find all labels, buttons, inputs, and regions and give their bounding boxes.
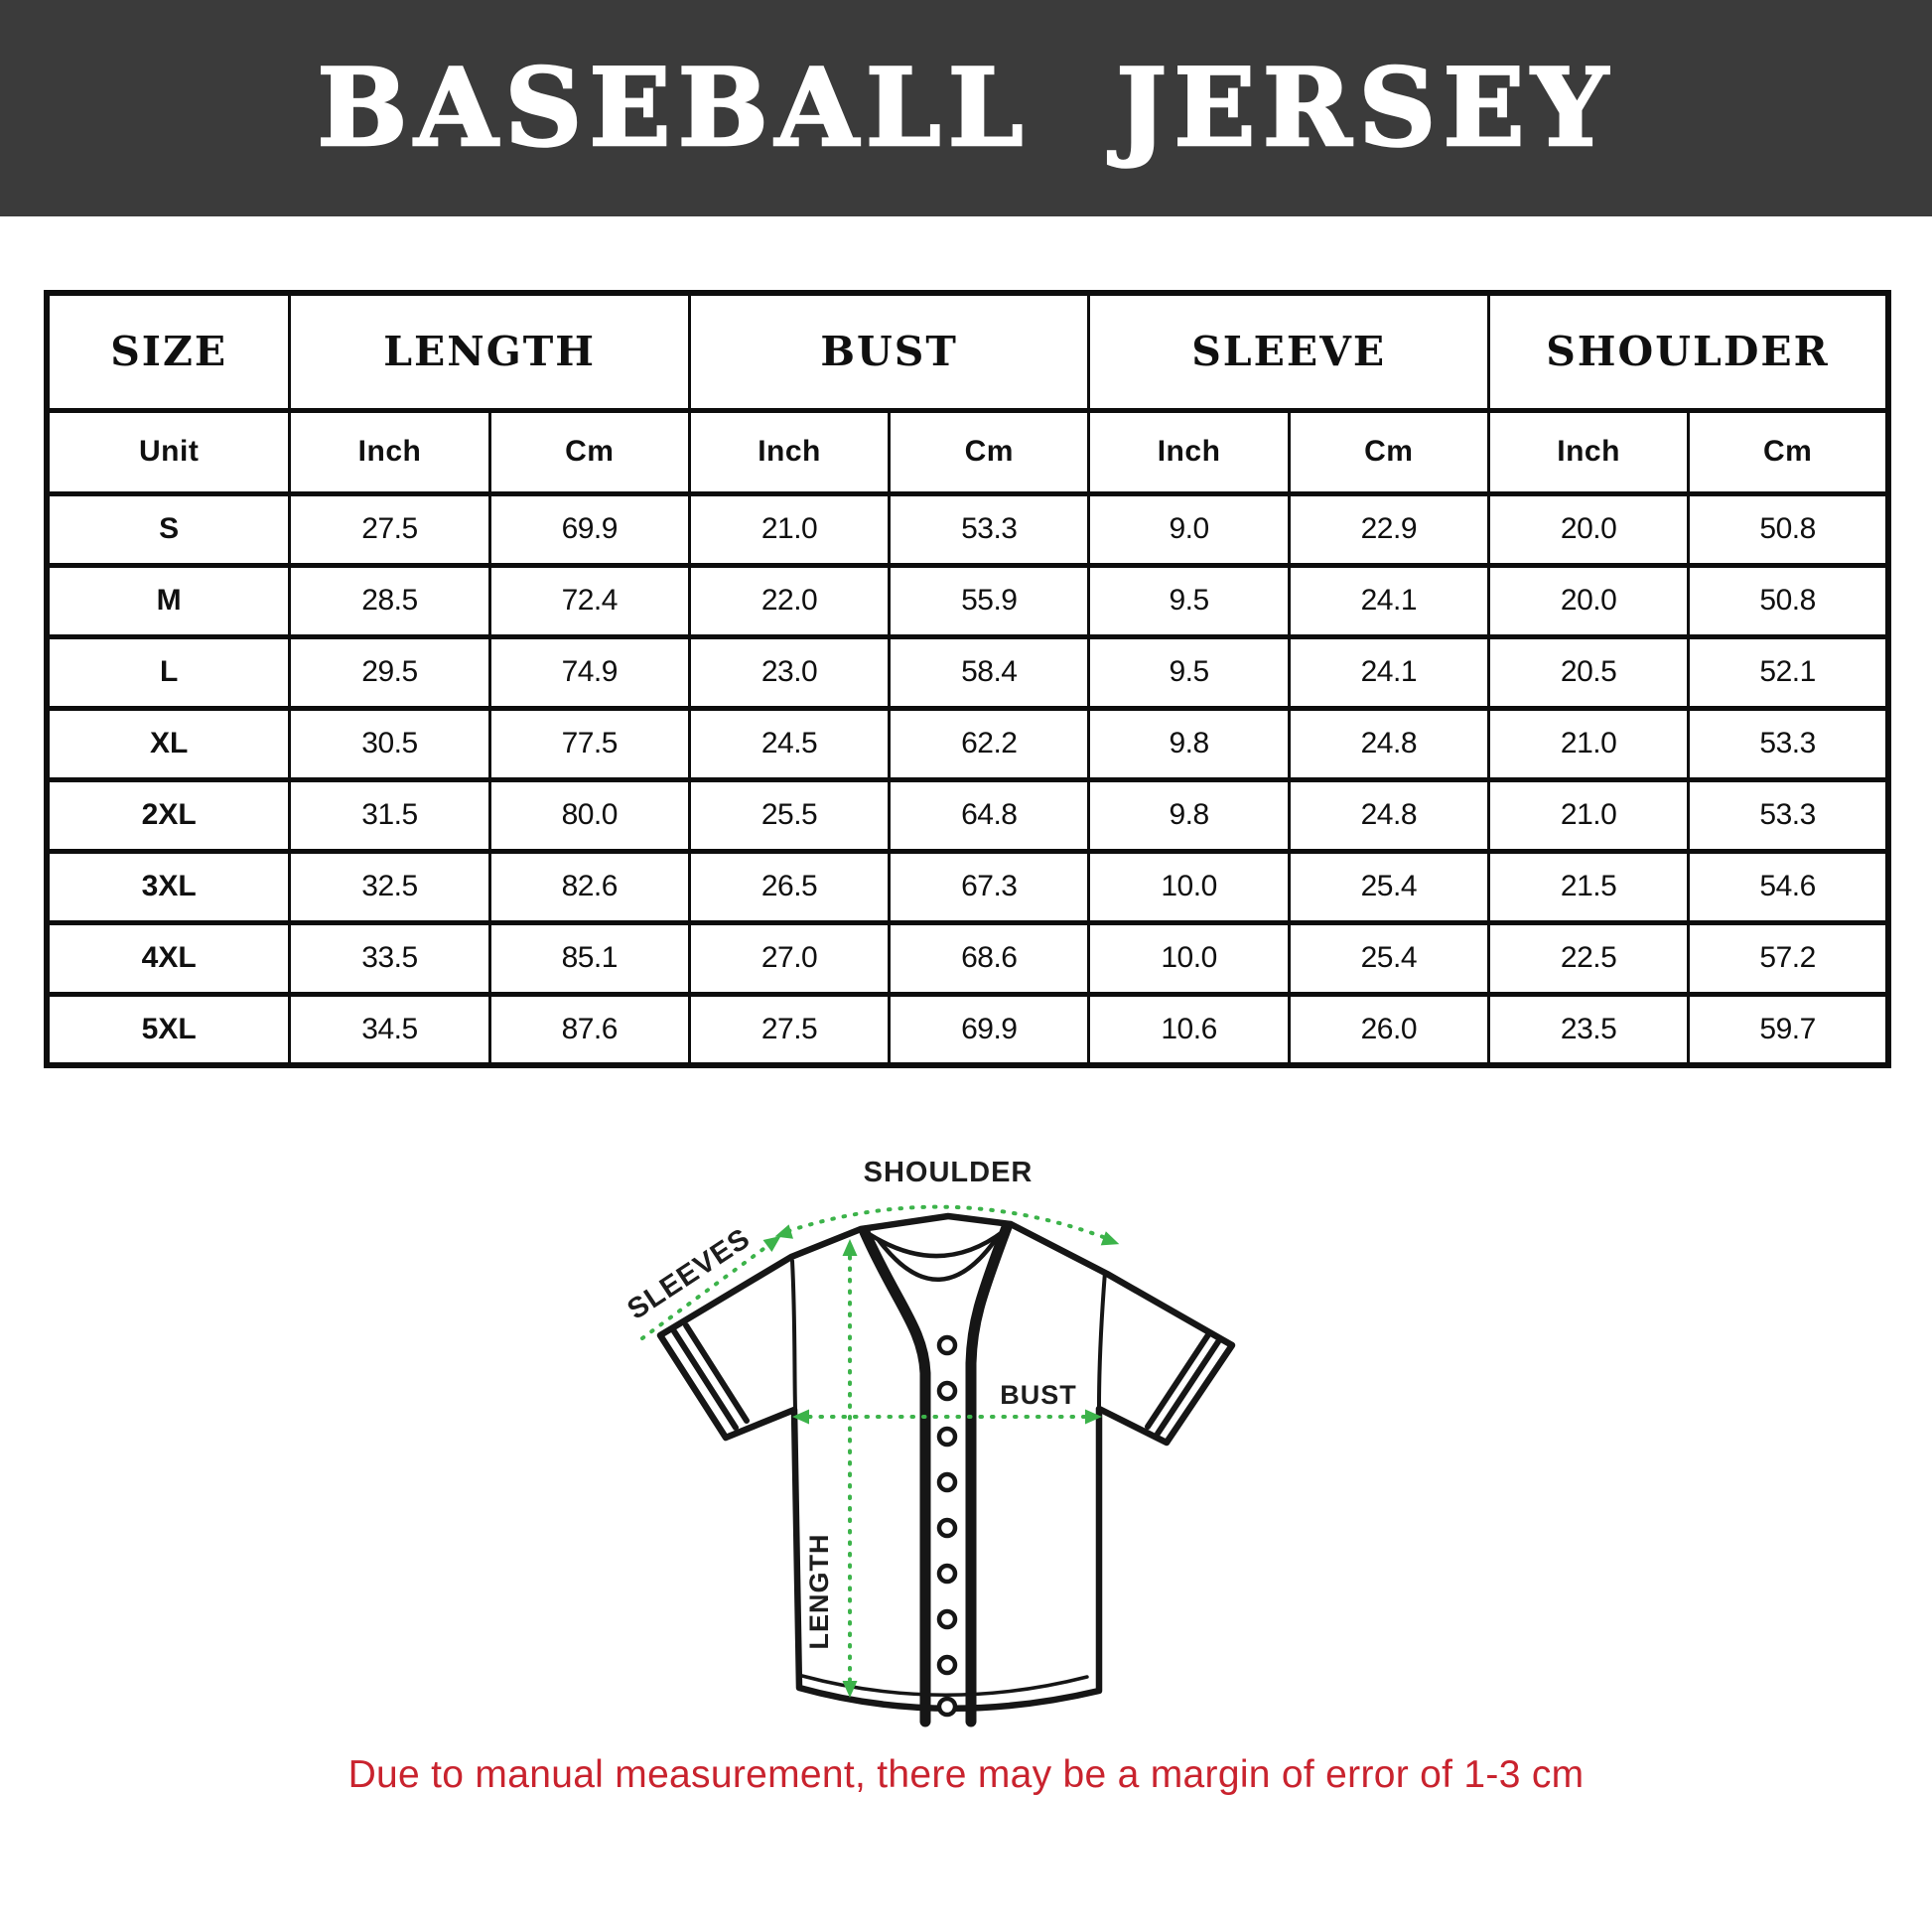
table-cell: 32.5 — [290, 851, 489, 922]
unit-col: Cm — [1689, 410, 1888, 493]
table-cell: 20.5 — [1488, 636, 1688, 708]
shoulder-label: SHOULDER — [863, 1157, 1034, 1188]
table-cell: 22.5 — [1488, 922, 1688, 994]
table-cell: 64.8 — [890, 779, 1089, 851]
table-cell: 23.0 — [689, 636, 889, 708]
table-cell: 21.0 — [1488, 779, 1688, 851]
size-chart-table — [44, 290, 1891, 1068]
table-cell: 50.8 — [1689, 565, 1888, 636]
table-row — [47, 994, 1888, 1065]
table-row — [47, 565, 1888, 636]
table-cell: 9.5 — [1089, 636, 1289, 708]
table-cell: 50.8 — [1689, 493, 1888, 565]
table-cell: 21.5 — [1488, 851, 1688, 922]
table-cell: 24.8 — [1289, 708, 1488, 779]
table-cell: 21.0 — [689, 493, 889, 565]
size-cell: 2XL — [47, 779, 290, 851]
table-cell: 26.0 — [1289, 994, 1488, 1065]
unit-col: Inch — [689, 410, 889, 493]
table-cell: 10.0 — [1089, 922, 1289, 994]
unit-col: Inch — [1089, 410, 1289, 493]
sleeves-label: SLEEVES — [621, 1222, 757, 1326]
size-cell: 5XL — [47, 994, 290, 1065]
table-cell: 9.0 — [1089, 493, 1289, 565]
size-cell: 3XL — [47, 851, 290, 922]
table-cell: 28.5 — [290, 565, 489, 636]
table-cell: 30.5 — [290, 708, 489, 779]
table-row — [47, 708, 1888, 779]
length-label: LENGTH — [804, 1533, 834, 1650]
table-cell: 25.4 — [1289, 922, 1488, 994]
header-length: LENGTH — [290, 293, 690, 410]
unit-col: Cm — [1289, 410, 1488, 493]
table-cell: 74.9 — [489, 636, 689, 708]
measurement-note: Due to manual measurement, there may be a margin of error of 1-3 cm — [347, 1753, 1585, 1796]
table-cell: 9.8 — [1089, 708, 1289, 779]
table-cell: 25.5 — [689, 779, 889, 851]
table-cell: 31.5 — [290, 779, 489, 851]
table-cell: 52.1 — [1689, 636, 1888, 708]
unit-col: Cm — [890, 410, 1089, 493]
table-cell: 24.5 — [689, 708, 889, 779]
table-cell: 10.6 — [1089, 994, 1289, 1065]
table-cell: 62.2 — [890, 708, 1089, 779]
table-cell: 67.3 — [890, 851, 1089, 922]
table-cell: 9.8 — [1089, 779, 1289, 851]
table-cell: 9.5 — [1089, 565, 1289, 636]
table-cell: 26.5 — [689, 851, 889, 922]
size-cell: XL — [47, 708, 290, 779]
table-cell: 77.5 — [489, 708, 689, 779]
table-cell: 34.5 — [290, 994, 489, 1065]
table-cell: 85.1 — [489, 922, 689, 994]
table-cell: 53.3 — [890, 493, 1089, 565]
unit-col: Inch — [1488, 410, 1688, 493]
table-cell: 53.3 — [1689, 708, 1888, 779]
table-cell: 33.5 — [290, 922, 489, 994]
bust-label: BUST — [1000, 1380, 1077, 1410]
table-cell: 27.5 — [689, 994, 889, 1065]
table-cell: 22.9 — [1289, 493, 1488, 565]
size-cell: S — [47, 493, 290, 565]
table-cell: 23.5 — [1488, 994, 1688, 1065]
jersey-diagram — [611, 1140, 1325, 1735]
size-cell: 4XL — [47, 922, 290, 994]
size-cell: M — [47, 565, 290, 636]
table-row — [47, 493, 1888, 565]
page-title: BASEBALL JERSEY — [317, 46, 1615, 171]
table-cell: 10.0 — [1089, 851, 1289, 922]
table-cell: 80.0 — [489, 779, 689, 851]
table-cell: 25.4 — [1289, 851, 1488, 922]
header-shoulder: SHOULDER — [1488, 293, 1888, 410]
table-cell: 20.0 — [1488, 493, 1688, 565]
header-size: SIZE — [47, 293, 290, 410]
unit-col: Cm — [489, 410, 689, 493]
table-cell: 57.2 — [1689, 922, 1888, 994]
table-cell: 82.6 — [489, 851, 689, 922]
unit-col: Inch — [290, 410, 489, 493]
table-row — [47, 636, 1888, 708]
table-row — [47, 851, 1888, 922]
table-cell: 68.6 — [890, 922, 1089, 994]
jersey-outline-icon — [660, 1216, 1232, 1709]
size-cell: L — [47, 636, 290, 708]
table-row — [47, 779, 1888, 851]
table-cell: 69.9 — [890, 994, 1089, 1065]
table-cell: 53.3 — [1689, 779, 1888, 851]
table-cell: 27.5 — [290, 493, 489, 565]
table-cell: 24.1 — [1289, 636, 1488, 708]
table-cell: 59.7 — [1689, 994, 1888, 1065]
table-cell: 55.9 — [890, 565, 1089, 636]
table-cell: 69.9 — [489, 493, 689, 565]
unit-label: Unit — [47, 410, 290, 493]
table-cell: 58.4 — [890, 636, 1089, 708]
title-banner — [0, 0, 1932, 216]
table-cell: 72.4 — [489, 565, 689, 636]
table-cell: 24.1 — [1289, 565, 1488, 636]
table-cell: 21.0 — [1488, 708, 1688, 779]
table-header-row — [47, 293, 1888, 410]
table-cell: 24.8 — [1289, 779, 1488, 851]
shoulder-right-arrow-icon — [1101, 1231, 1122, 1251]
table-cell: 29.5 — [290, 636, 489, 708]
table-cell: 27.0 — [689, 922, 889, 994]
table-cell: 22.0 — [689, 565, 889, 636]
jersey-buttons-icon — [939, 1337, 955, 1715]
header-sleeve: SLEEVE — [1089, 293, 1489, 410]
table-unit-row — [47, 410, 1888, 493]
header-bust: BUST — [689, 293, 1089, 410]
table-row — [47, 922, 1888, 994]
table-cell: 20.0 — [1488, 565, 1688, 636]
table-cell: 54.6 — [1689, 851, 1888, 922]
table-cell: 87.6 — [489, 994, 689, 1065]
